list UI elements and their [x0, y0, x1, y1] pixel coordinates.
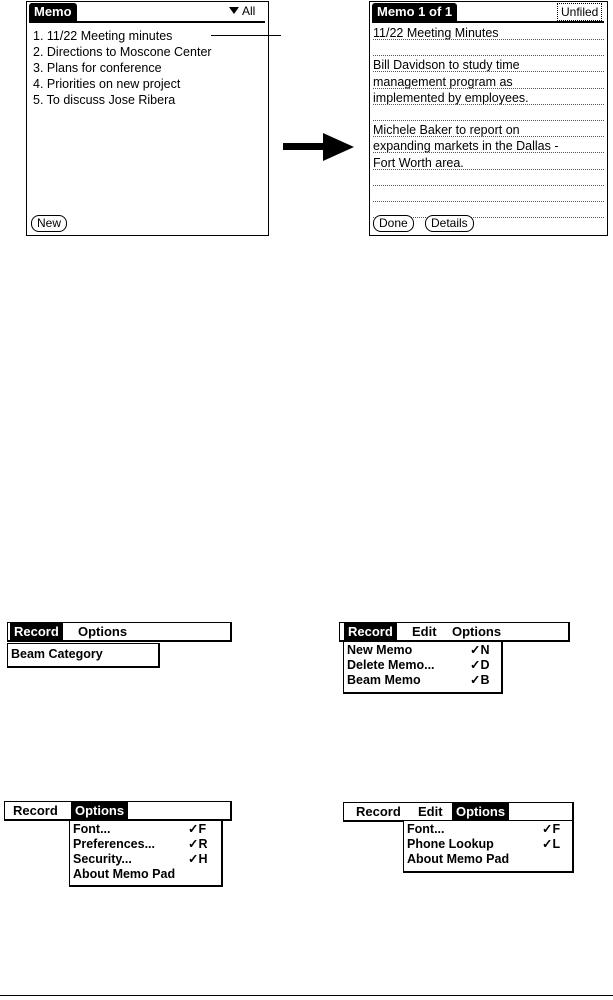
memo-text-line: Fort Worth area.	[373, 155, 464, 170]
menu-options[interactable]: Options	[452, 803, 509, 820]
memo-list-item[interactable]: 5. To discuss Jose Ribera	[33, 93, 176, 107]
options-dropdown	[69, 820, 223, 887]
new-button[interactable]: New	[31, 215, 67, 232]
memo-list-item[interactable]: 1. 11/22 Meeting minutes	[33, 29, 173, 43]
menu-item-about-memo-pad[interactable]: About Memo Pad	[73, 867, 176, 881]
menu-item-delete-memo[interactable]: Delete Memo...	[347, 658, 435, 672]
title-underline	[372, 21, 604, 23]
menu-item-beam-category[interactable]: Beam Category	[11, 647, 103, 661]
details-button[interactable]: Details	[425, 215, 474, 232]
ruled-line	[373, 120, 604, 121]
ruled-line	[373, 152, 604, 153]
menu-bar	[4, 801, 232, 821]
menu-options[interactable]: Options	[71, 802, 128, 819]
shortcut-label: ✓N	[470, 643, 490, 657]
shortcut-label: ✓D	[470, 658, 490, 672]
ruled-line	[373, 201, 604, 202]
category-trigger[interactable]: Unfiled	[557, 3, 602, 21]
memo-list-screen	[26, 1, 269, 236]
menu-bar	[7, 622, 232, 642]
menu-item-beam-memo[interactable]: Beam Memo	[347, 673, 421, 687]
memo-text-line: 11/22 Meeting Minutes	[373, 26, 499, 40]
memo-text-line: expanding markets in the Dallas -	[373, 139, 559, 154]
menu-bar	[339, 622, 570, 642]
menu-item-about-memo-pad[interactable]: About Memo Pad	[407, 852, 510, 866]
memo-list-item[interactable]: 4. Priorities on new project	[33, 77, 181, 91]
menu-edit[interactable]: Edit	[412, 624, 437, 639]
ruled-line	[373, 185, 604, 186]
memo-text-line: Michele Baker to report on	[373, 123, 520, 138]
shortcut-label: ✓F	[542, 822, 561, 836]
memo-text-line: Bill Davidson to study time	[373, 58, 520, 73]
memo-view-title-tab: Memo 1 of 1	[372, 3, 457, 21]
category-trigger[interactable]	[229, 3, 255, 19]
page-rule	[0, 995, 613, 996]
record-dropdown	[7, 643, 160, 668]
menu-record[interactable]: Record	[344, 623, 397, 640]
menu-item-security[interactable]: Security...	[73, 852, 132, 866]
shortcut-label: ✓F	[188, 822, 207, 836]
shortcut-label: ✓L	[542, 837, 561, 851]
menu-record[interactable]: Record	[13, 803, 58, 818]
ruled-line	[373, 55, 604, 56]
memo-list-title-tab: Memo	[29, 3, 77, 21]
menu-record[interactable]: Record	[10, 623, 63, 640]
ruled-line	[373, 71, 604, 72]
memo-text-line: implemented by employees.	[373, 90, 529, 105]
menu-item-phone-lookup[interactable]: Phone Lookup	[407, 837, 494, 851]
menu-bar	[343, 802, 574, 822]
memo-list-item[interactable]: 2. Directions to Moscone Center	[33, 45, 212, 59]
ruled-line	[373, 136, 604, 137]
triangle-down-icon	[229, 7, 239, 14]
ruled-line	[373, 104, 604, 105]
ruled-line	[373, 88, 604, 89]
memo-list-item[interactable]: 3. Plans for conference	[33, 61, 162, 75]
ruled-line	[373, 169, 604, 170]
shortcut-label: ✓R	[188, 837, 208, 851]
menu-options[interactable]: Options	[78, 624, 128, 639]
title-underline	[29, 21, 265, 23]
memo-view-screen	[369, 1, 608, 236]
menu-options[interactable]: Options	[452, 624, 502, 639]
menu-item-preferences[interactable]: Preferences...	[73, 837, 155, 851]
menu-item-new-memo[interactable]: New Memo	[347, 643, 413, 657]
category-label: All	[242, 4, 256, 18]
menu-edit[interactable]: Edit	[418, 804, 443, 819]
menu-record[interactable]: Record	[356, 804, 401, 819]
menu-item-font[interactable]: Font...	[407, 822, 445, 836]
options-dropdown	[403, 820, 574, 873]
shortcut-label: ✓H	[188, 852, 208, 866]
menu-item-font[interactable]: Font...	[73, 822, 111, 836]
ruled-line	[373, 39, 604, 40]
done-button[interactable]: Done	[373, 215, 414, 232]
shortcut-label: ✓B	[470, 673, 490, 687]
callout-line	[211, 35, 281, 36]
record-dropdown	[343, 641, 503, 694]
memo-text-line: management program as	[373, 74, 513, 89]
right-arrow-icon	[283, 132, 355, 162]
